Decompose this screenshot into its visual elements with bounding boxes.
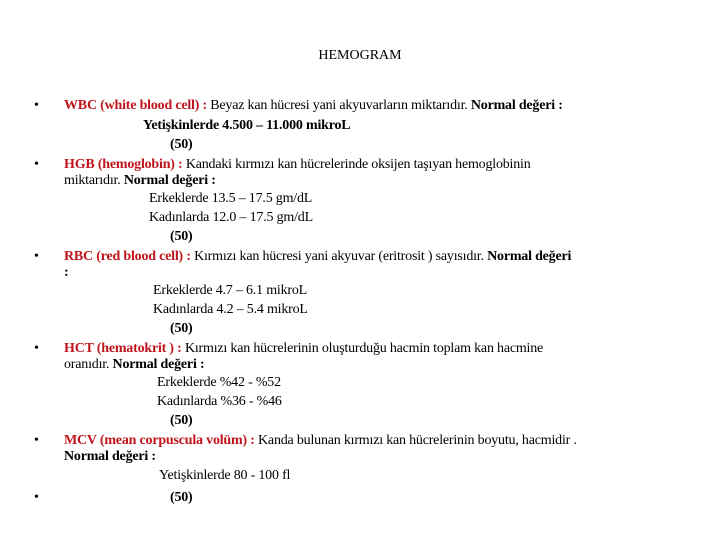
rbc-line xyxy=(64,248,571,266)
hct-desc-2: oranıdır. xyxy=(64,357,113,372)
rbc-ref: (50) xyxy=(170,321,193,336)
wbc-line xyxy=(64,97,563,115)
rbc-normal-colon: : xyxy=(64,265,69,280)
bullet-icon: • xyxy=(34,249,39,264)
wbc-ref: (50) xyxy=(170,137,193,152)
page-title: HEMOGRAM xyxy=(318,48,402,63)
rbc-range-women: Kadınlarda 4.2 – 5.4 mikroL xyxy=(153,302,308,317)
wbc-range-adult: Yetişkinlerde 4.500 – 11.000 mikroL xyxy=(143,118,351,133)
hct-line-2 xyxy=(64,356,204,374)
mcv-desc: Kanda bulunan kırmızı kan hücrelerinin boyutu, hacmidir . xyxy=(254,433,577,448)
bullet-icon: • xyxy=(34,157,39,172)
hct-range-women: Kadınlarda %36 - %46 xyxy=(157,394,282,409)
hgb-ref: (50) xyxy=(170,229,193,244)
hct-ref: (50) xyxy=(170,413,193,428)
rbc-term: RBC (red blood cell) : xyxy=(64,249,191,264)
bullet-icon: • xyxy=(34,98,39,113)
bullet-icon: • xyxy=(34,490,39,505)
mcv-normal-label: Normal değeri : xyxy=(64,449,156,464)
hct-term: HCT (hematokrit ) : xyxy=(64,341,182,356)
hgb-range-men: Erkeklerde 13.5 – 17.5 gm/dL xyxy=(149,191,313,206)
hct-desc: Kırmızı kan hücrelerinin oluşturduğu hacmin toplam kan hacmine xyxy=(181,341,544,356)
hgb-desc-2: miktarıdır. xyxy=(64,173,124,188)
mcv-ref: (50) xyxy=(170,490,193,505)
bullet-icon: • xyxy=(34,433,39,448)
wbc-term: WBC (white blood cell) : xyxy=(64,98,207,113)
rbc-normal-label: Normal değeri xyxy=(487,249,572,264)
bullet-icon: • xyxy=(34,341,39,356)
hct-normal-label: Normal değeri : xyxy=(112,357,205,372)
hgb-line-2 xyxy=(64,172,216,190)
hgb-normal-label: Normal değeri : xyxy=(123,173,216,188)
wbc-desc: Beyaz kan hücresi yani akyuvarların miktarıdır. xyxy=(206,98,471,113)
rbc-range-men: Erkeklerde 4.7 – 6.1 mikroL xyxy=(153,283,308,298)
mcv-range-adult: Yetişkinlerde 80 - 100 fl xyxy=(159,468,291,483)
hgb-range-women: Kadınlarda 12.0 – 17.5 gm/dL xyxy=(149,210,313,225)
hgb-desc: Kandaki kırmızı kan hücrelerinde oksijen taşıyan hemoglobinin xyxy=(182,157,531,172)
rbc-desc: Kırmızı kan hücresi yani akyuvar (eritrosit ) sayısıdır. xyxy=(190,249,488,264)
hgb-term: HGB (hemoglobin) : xyxy=(64,157,183,172)
hct-range-men: Erkeklerde %42 - %52 xyxy=(157,375,281,390)
mcv-term: MCV (mean corpuscula volüm) : xyxy=(64,433,255,448)
wbc-normal-label: Normal değeri : xyxy=(470,98,563,113)
